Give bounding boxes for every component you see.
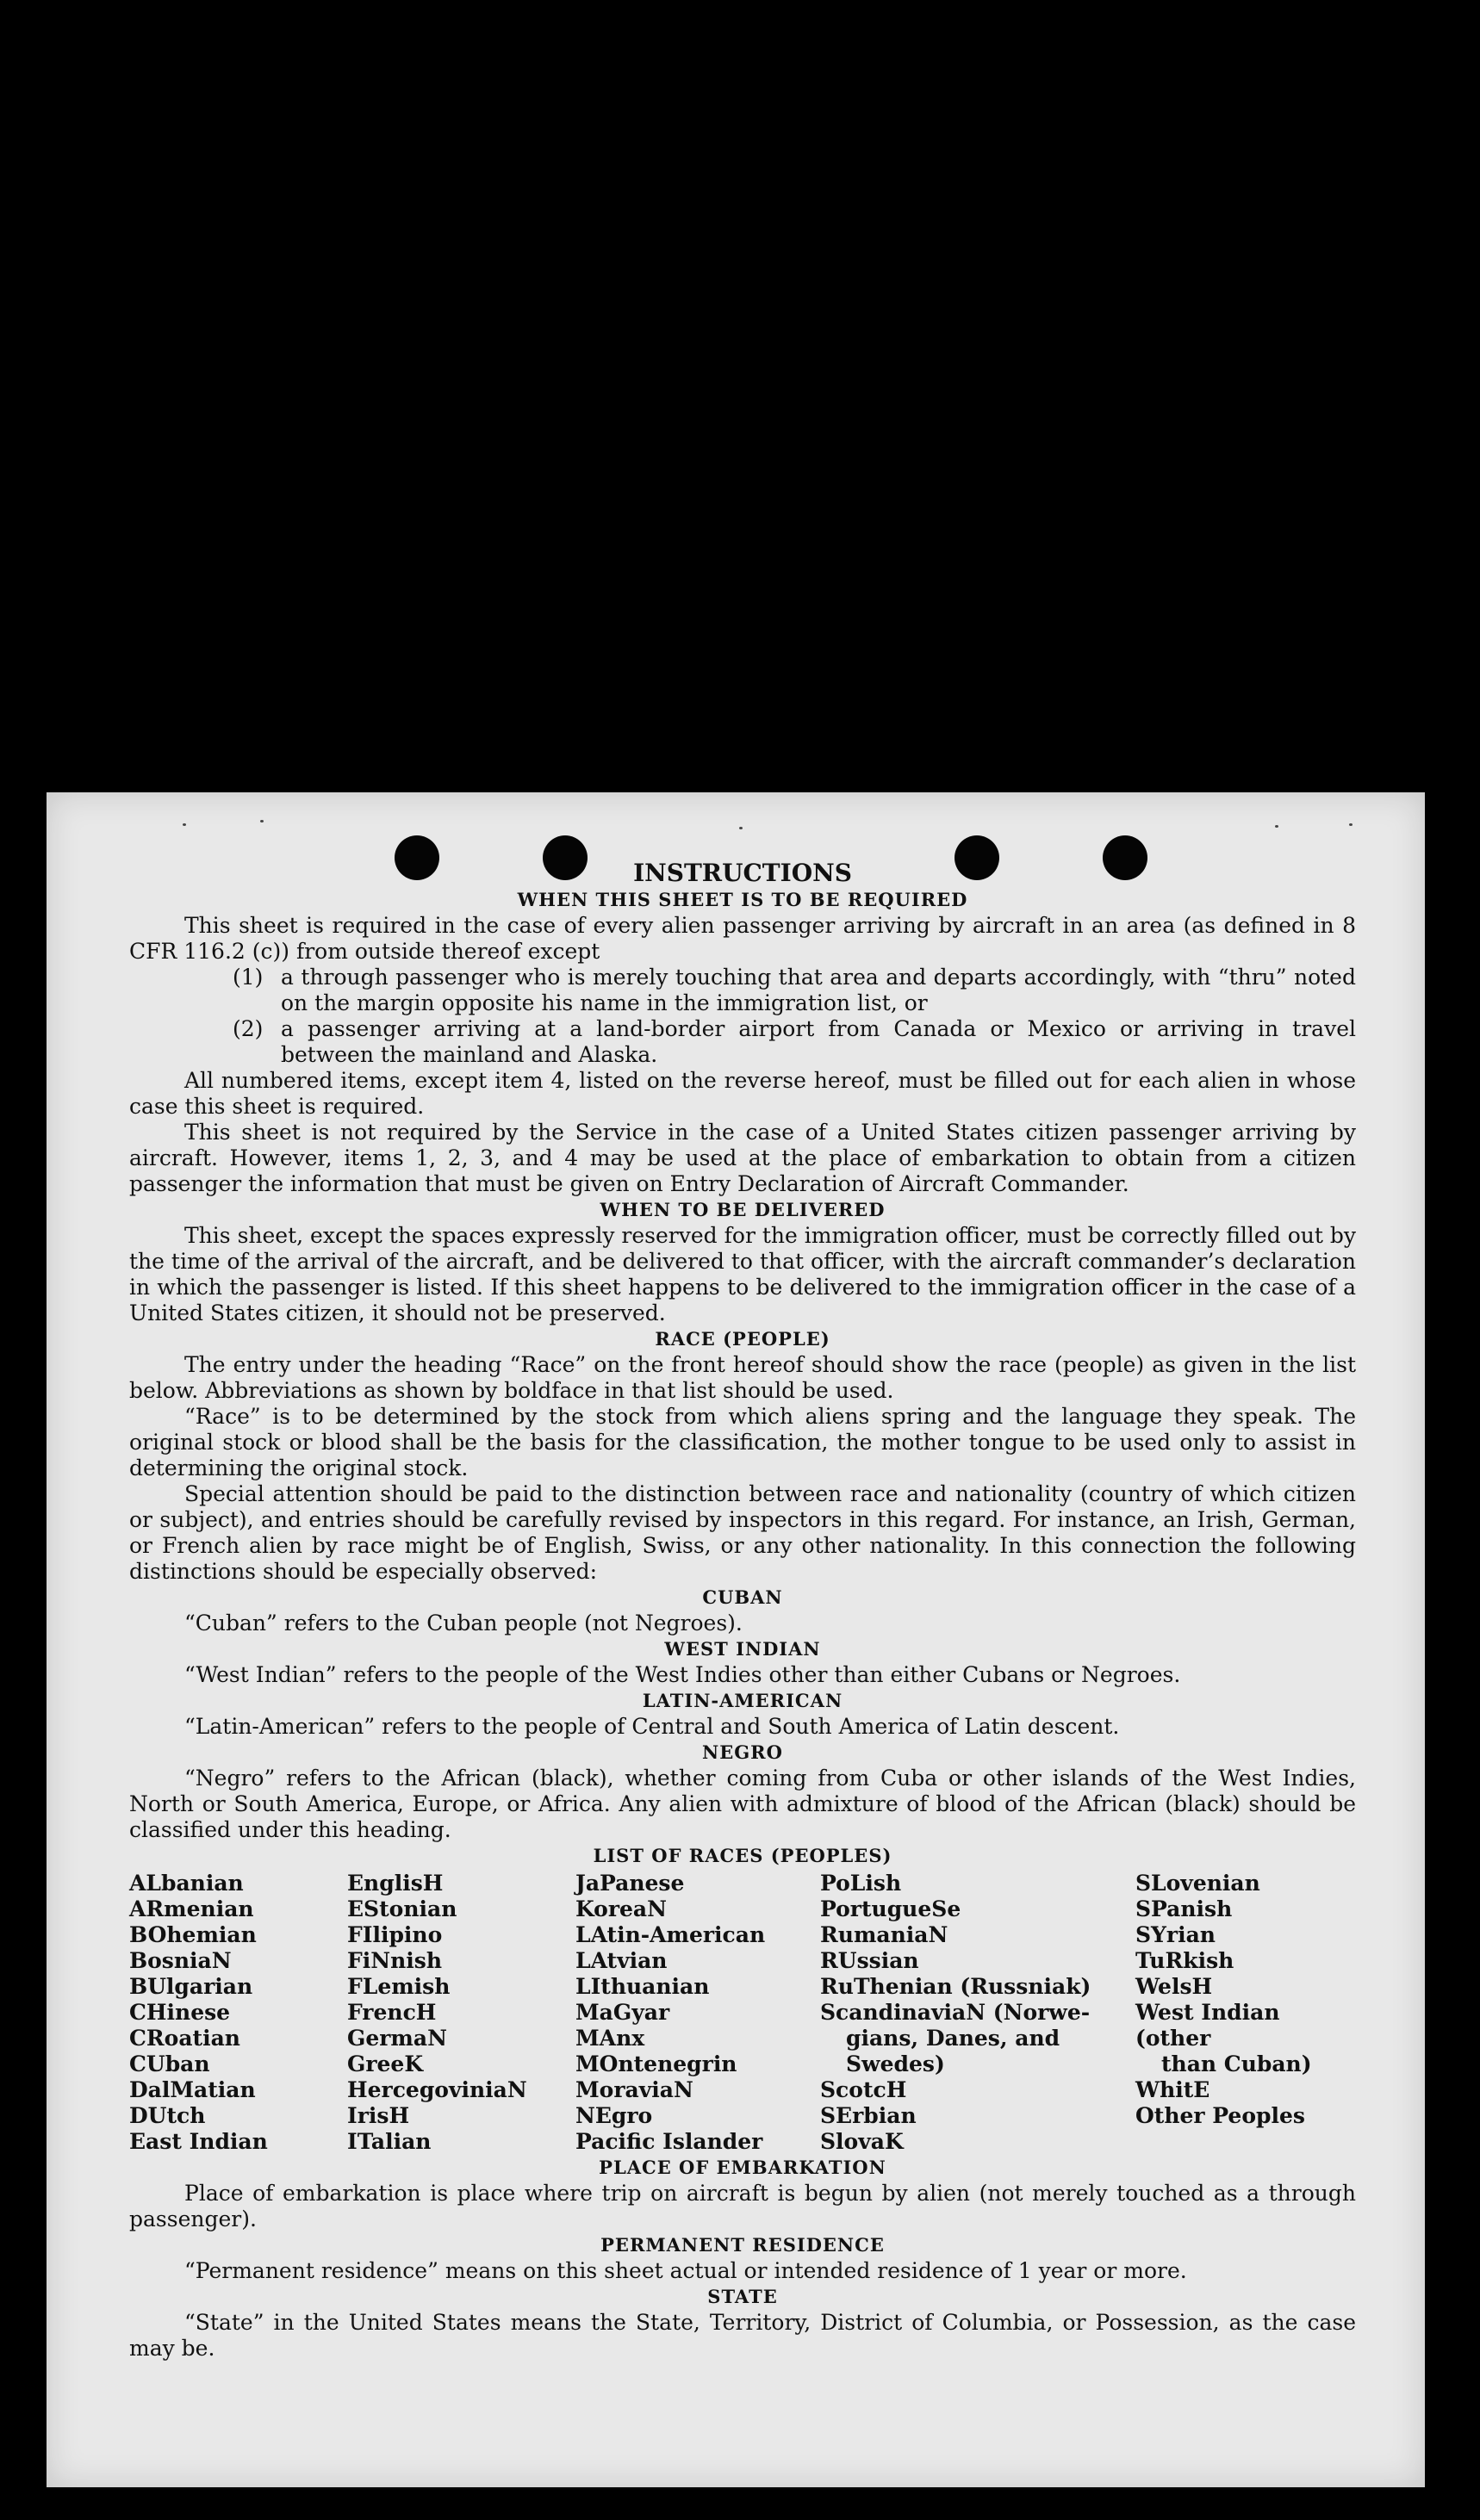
race-entry: GreeK [347,2051,424,2076]
race-entry: WelsH [1135,1974,1213,1999]
race-entry: FiNnish [347,1948,443,1973]
section-heading: WHEN THIS SHEET IS TO BE REQUIRED [517,889,968,910]
section-heading: LATIN-AMERICAN [642,1690,843,1711]
race-entry: CHinese [129,2000,231,2025]
race-entry: LAtin-American [575,1922,766,1947]
race-entry: ARmenian [129,1896,254,1921]
section-heading: CUBAN [702,1586,783,1608]
race-entry: MoraviaN [575,2077,693,2102]
race-entry: PoLish [820,1871,902,1896]
race-entry: RuThenian (Russniak) [820,1974,1091,1999]
race-entry: FrencH [347,2000,437,2025]
speck [1275,825,1278,828]
race-column [347,1871,575,2155]
speck [739,827,743,829]
paragraph: The entry under the heading “Race” on the front hereof should show the race (people) as given in the list below. Abbreviations as shown by boldface in that list should be used. [129,1352,1356,1403]
race-entry: LAtvian [575,1948,668,1973]
section-heading: STATE [707,2286,778,2307]
section-heading: RACE (PEOPLE) [655,1328,830,1350]
race-entry: SYrian [1135,1922,1216,1947]
race-entry: BosniaN [129,1948,232,1973]
race-entry: MOntenegrin [575,2051,737,2076]
race-column [1135,1871,1356,2155]
race-entry: DUtch [129,2103,206,2128]
paragraph: This sheet, except the spaces expressly reserved for the immigration officer, must be correctly filled out by the time of the arrival of the aircraft, and be delivered to that officer, with the aircraft commander’s declaration in which the passenger is listed. If this sheet happens to be delivered to the immigration officer in the case of a United States citizen, it should not be preserved. [129,1223,1356,1325]
race-entry: TuRkish [1135,1948,1234,1973]
race-column [820,1871,1135,2155]
race-entry: SLovenian [1135,1871,1260,1896]
paragraph: This sheet is required in the case of every alien passenger arriving by aircraft in an area (as defined in 8 CFR 116.2 (c)) from outside thereof except [129,913,1356,964]
speck [1349,823,1353,826]
paragraph: “Negro” refers to the African (black), whether coming from Cuba or other islands of the West Indies, North or South America, Europe, or Africa. Any alien with admixture of blood of the African (black) should be classified under this heading. [129,1766,1356,1842]
race-entry: SPanish [1135,1896,1233,1921]
race-entry: Swedes) [846,2051,945,2076]
race-entry: HercegoviniaN [347,2077,527,2102]
race-entry: BOhemian [129,1922,257,1947]
race-entry: BUlgarian [129,1974,253,1999]
section-heading: NEGRO [702,1741,783,1763]
race-entry: EStonian [347,1896,457,1921]
section-heading: PERMANENT RESIDENCE [600,2234,885,2256]
race-entry: FLemish [347,1974,451,1999]
race-entry: Other Peoples [1135,2103,1305,2128]
race-entry: KoreaN [575,1896,667,1921]
race-entry: LIthuanian [575,1974,710,1999]
instruction-sheet [47,792,1425,2487]
race-entry: MaGyar [575,2000,670,2025]
instructions-body [129,860,1356,2362]
speck [183,823,186,826]
race-entry: RumaniaN [820,1922,948,1947]
exception-item: (2) a passenger arriving at a land-border airport from Canada or Mexico or arriving in travel between the mainland and Alaska. [233,1016,1356,1067]
race-column [575,1871,820,2155]
race-entry: DalMatian [129,2077,256,2102]
paragraph: Place of embarkation is place where trip on aircraft is begun by alien (not merely touched as a through passenger). [129,2181,1356,2231]
paragraph: “Race” is to be determined by the stock from which aliens spring and the language they speak. The original stock or blood shall be the basis for the classification, the mother tongue to be used only to assist in determining the original stock. [129,1404,1356,1480]
race-entry: MAnx [575,2026,645,2051]
race-entry: ITalian [347,2129,432,2154]
section-heading: WHEN TO BE DELIVERED [600,1199,886,1220]
page-title: INSTRUCTIONS [633,859,852,887]
race-entry: Pacific Islander [575,2129,763,2154]
section-heading: WEST INDIAN [664,1638,821,1660]
paragraph: “Permanent residence” means on this sheet actual or intended residence of 1 year or more. [184,2258,1187,2283]
race-entry: EnglisH [347,1871,444,1896]
race-entry: ALbanian [129,1871,244,1896]
paragraph: “Cuban” refers to the Cuban people (not Negroes). [184,1611,743,1636]
race-entry: ScandinaviaN (Norwe- [820,2000,1091,2025]
race-entry: SErbian [820,2103,917,2128]
race-entry: ScotcH [820,2077,907,2102]
paragraph: This sheet is not required by the Service in the case of a United States citizen passenger arriving by aircraft. However, items 1, 2, 3, and 4 may be used at the place of embarkation to obtain from a citizen passenger the information that must be given on Entry Declaration of Aircraft Commander. [129,1120,1356,1196]
paragraph: “West Indian” refers to the people of the West Indies other than either Cubans or Negroes. [184,1662,1181,1687]
race-entry: CRoatian [129,2026,240,2051]
paragraph: All numbered items, except item 4, listed on the reverse hereof, must be filled out for each alien in whose case this sheet is required. [129,1068,1356,1119]
race-entry: GermaN [347,2026,447,2051]
race-entry: JaPanese [575,1871,685,1896]
race-entry: West Indian (other [1135,2000,1280,2051]
race-entry: FIlipino [347,1922,443,1947]
speck [260,820,264,822]
race-entry: RUssian [820,1948,919,1973]
race-list [129,1871,1356,2155]
race-entry: East Indian [129,2129,268,2154]
race-entry: PortugueSe [820,1896,961,1921]
paragraph: Special attention should be paid to the distinction between race and nationality (country of which citizen or subject), and entries should be carefully revised by inspectors in this regard. For instance, an Irish, German, or French alien by race might be of English, Swiss, or any other nationality. In this connection the following distinctions should be especially observed: [129,1481,1356,1584]
section-heading: LIST OF RACES (PEOPLES) [593,1845,892,1866]
exception-item: (1) a through passenger who is merely touching that area and departs accordingly, with “thru” noted on the margin opposite his name in the immigration list, or [233,965,1356,1015]
race-column [129,1871,347,2155]
section-heading: PLACE OF EMBARKATION [599,2157,886,2178]
race-entry: WhitE [1135,2077,1210,2102]
race-entry: SlovaK [820,2129,904,2154]
paragraph: “Latin-American” refers to the people of Central and South America of Latin descent. [184,1714,1120,1739]
race-entry: CUban [129,2051,210,2076]
race-entry: IrisH [347,2103,410,2128]
race-entry: than Cuban) [1161,2051,1312,2076]
paragraph: “State” in the United States means the State, Territory, District of Columbia, or Possession, as the case may be. [129,2310,1356,2361]
race-entry: NEgro [575,2103,653,2128]
race-entry: gians, Danes, and [846,2026,1060,2051]
